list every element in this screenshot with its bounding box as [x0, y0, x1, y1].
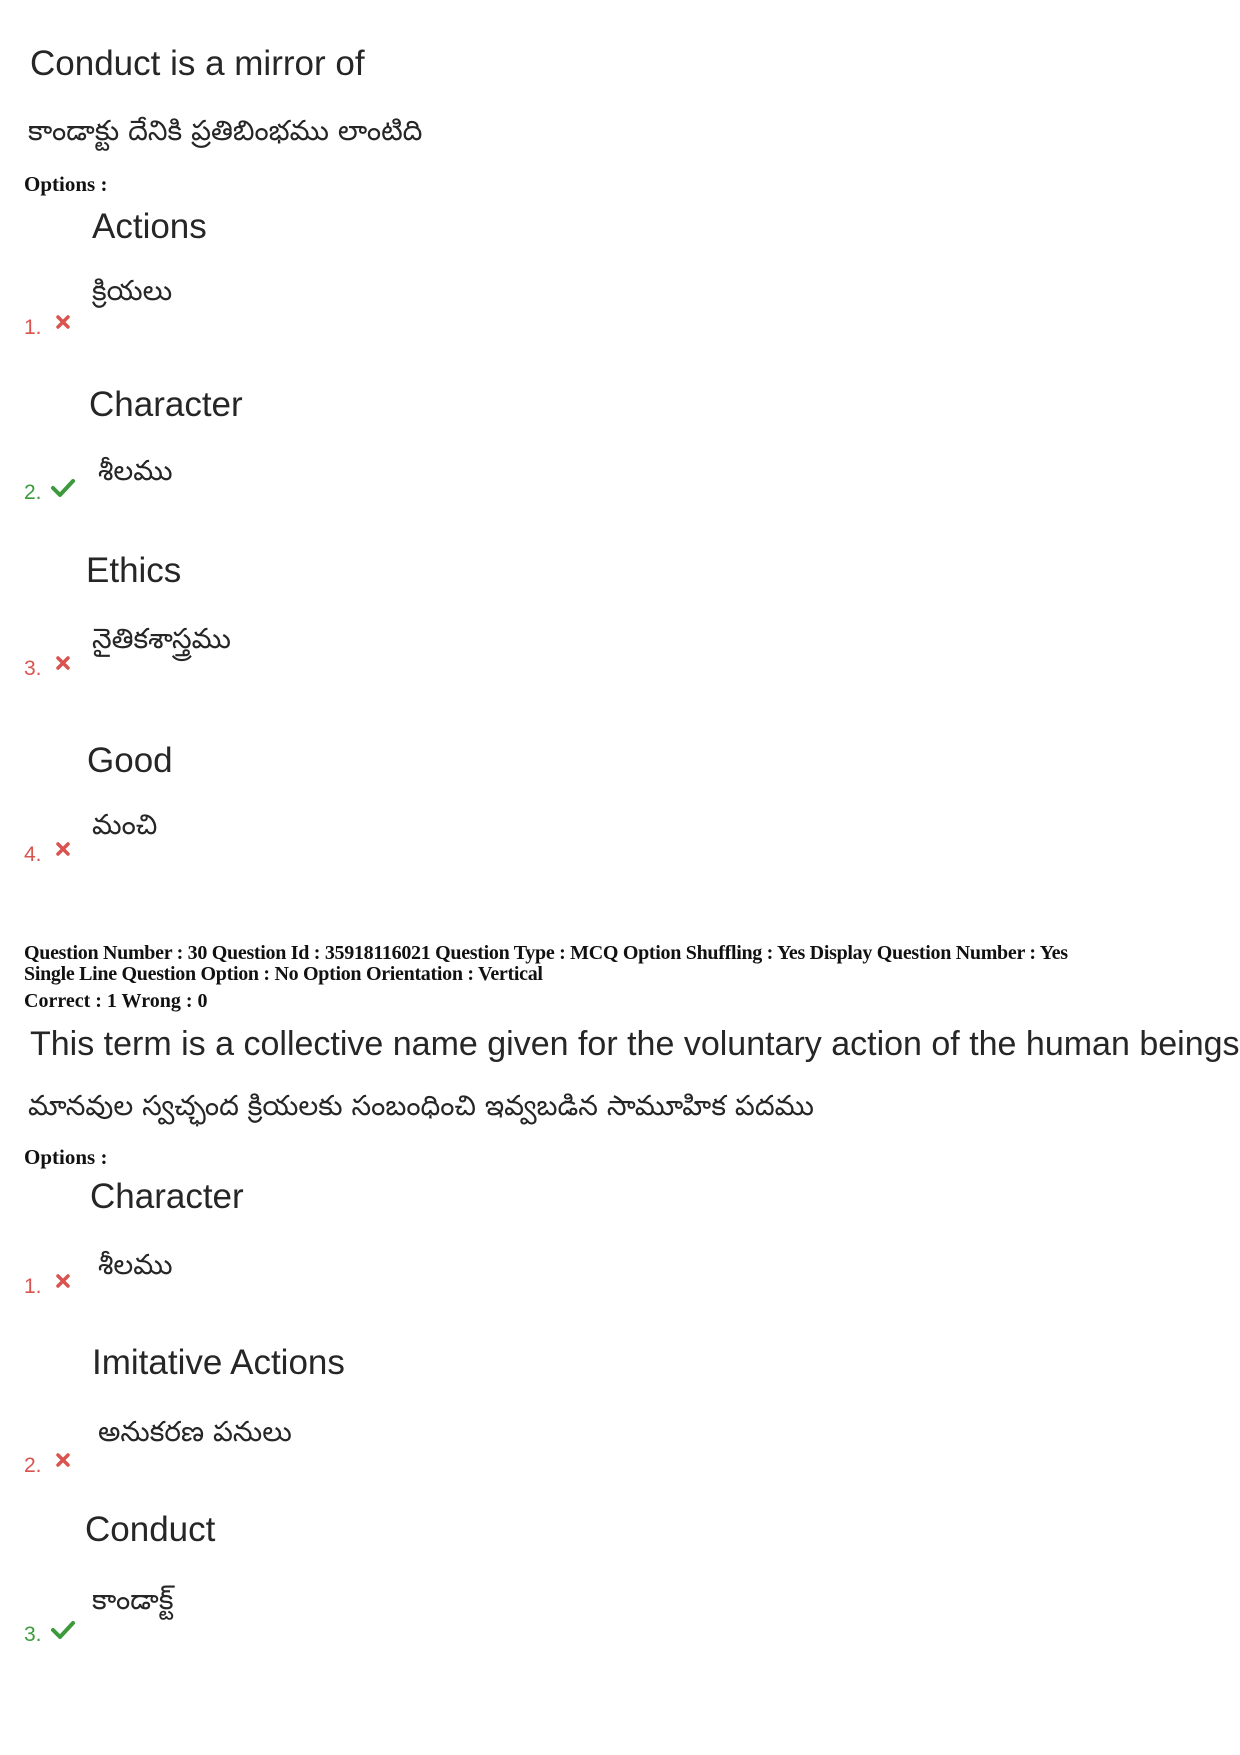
- option-text-te: మంచి: [92, 808, 158, 841]
- correct-wrong-marks: Correct : 1 Wrong : 0: [24, 990, 208, 1012]
- cross-icon: [55, 655, 71, 671]
- check-icon: [51, 478, 75, 498]
- question-text-te: మానవుల స్వచ్ఛంద క్రియలకు సంబంధించి ఇవ్వబడిన సామూహిక పదము: [28, 1089, 814, 1122]
- options-label: Options :: [24, 172, 108, 196]
- option-text-en: Character: [89, 385, 243, 424]
- option-text-te: నైతికశాస్త్రము: [92, 622, 231, 655]
- question-text-en: This term is a collective name given for the voluntary action of the human beings: [30, 1025, 1240, 1063]
- option-text-en: Actions: [92, 207, 207, 246]
- option-text-en: Good: [87, 741, 173, 780]
- option-text-en: Imitative Actions: [92, 1343, 345, 1382]
- option-text-te: శీలము: [98, 1248, 173, 1281]
- option-number: 2.: [24, 481, 42, 504]
- options-label: Options :: [24, 1145, 108, 1169]
- question-text-te: కాండాక్టు దేనికి ప్రతిబింభము లాంటిది: [28, 114, 423, 147]
- question-meta-line-1: Question Number : 30 Question Id : 35918116021 Question Type : MCQ Option Shuffling : Yes Display Question Number : Yes: [24, 942, 1068, 964]
- cross-icon: [55, 314, 71, 330]
- option-number: 3.: [24, 1623, 42, 1646]
- option-number: 4.: [24, 843, 42, 866]
- option-text-te: శీలము: [98, 454, 173, 487]
- option-number: 3.: [24, 657, 42, 680]
- option-text-en: Ethics: [86, 551, 182, 590]
- question-text-en: Conduct is a mirror of: [30, 44, 365, 83]
- option-text-en: Conduct: [85, 1510, 216, 1549]
- option-number: 1.: [24, 316, 42, 339]
- cross-icon: [55, 1273, 71, 1289]
- option-text-te: అనుకరణ పనులు: [98, 1415, 292, 1448]
- question-meta-line-2: Single Line Question Option : No Option Orientation : Vertical: [24, 963, 543, 985]
- option-text-te: కాండాక్ట్: [92, 1583, 174, 1616]
- option-number: 1.: [24, 1275, 42, 1298]
- option-text-te: క్రియలు: [92, 274, 173, 307]
- option-number: 2.: [24, 1454, 42, 1477]
- option-text-en: Character: [90, 1177, 244, 1216]
- check-icon: [51, 1620, 75, 1640]
- cross-icon: [55, 841, 71, 857]
- cross-icon: [55, 1452, 71, 1468]
